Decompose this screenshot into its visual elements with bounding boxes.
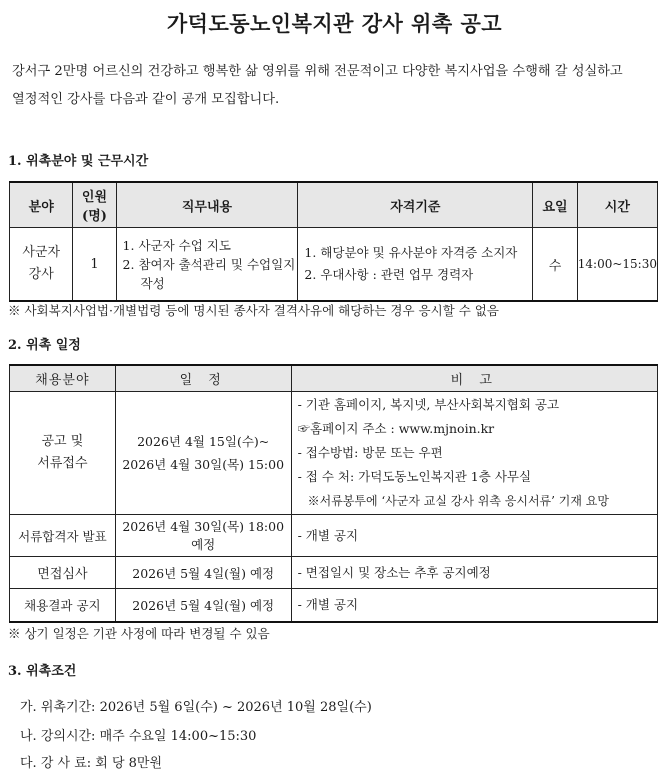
cell-day: 수 [533, 228, 577, 302]
condition-item: 나. 강의시간: 매주 수요일 14:00~15:30 [20, 729, 257, 744]
note-line: ☞홈페이지 주소 : www.mjnoin.kr [297, 421, 495, 436]
header-day: 요일 [533, 182, 577, 228]
note-line: - 접 수 처: 가덕도동노인복지관 1층 사무실 [297, 469, 532, 484]
qualification-item: 2. 우대사항 : 관련 업무 경력자 [304, 267, 474, 282]
header-field: 분야 [10, 182, 73, 228]
cell-note [291, 392, 657, 515]
cell-note: - 개별 공지 [291, 589, 657, 622]
cell-date [115, 392, 291, 515]
cell-date: 2026년 5월 4일(월) 예정 [115, 589, 291, 622]
field-line: 공고 및 [41, 434, 84, 449]
position-table [9, 181, 658, 302]
note-line: - 기관 홈페이지, 복지넷, 부산사회복지협회 공고 [297, 397, 560, 412]
cell-qualification [298, 228, 533, 302]
duty-item: 2. 참여자 출석관리 및 수업일지 [122, 256, 296, 272]
cell-field: 서류합격자 발표 [10, 515, 116, 557]
header-field: 채용분야 [10, 365, 116, 392]
condition-item: 다. 강 사 료: 회 당 8만원 [20, 756, 163, 771]
cell-field [10, 392, 116, 515]
header-count-label: 인원 [81, 190, 108, 205]
header-date: 일 정 [115, 365, 291, 392]
header-qualification: 자격기준 [298, 182, 533, 228]
header-note: 비 고 [291, 365, 657, 392]
section-heading: 1. 위촉분야 및 근무시간 [8, 154, 149, 169]
page-title: 가덕도동노인복지관 강사 위촉 공고 [166, 11, 503, 36]
duty-item: 1. 사군자 수업 지도 [122, 237, 231, 253]
field-line: 사군자 [22, 245, 61, 260]
duty-item-cont: 작성 [140, 275, 165, 291]
intro-line: 강서구 2만명 어르신의 건강하고 행복한 삶 영위를 위해 전문적이고 다양한 복지사업을 수행해 갈 성실하고 [12, 64, 623, 79]
cell-note: - 면접일시 및 장소는 추후 공지예정 [291, 557, 657, 589]
header-duties: 직무내용 [116, 182, 298, 228]
schedule-note: ※ 상기 일정은 기관 사정에 따라 변경될 수 있음 [8, 626, 270, 641]
condition-item: 가. 위촉기간: 2026년 5월 6일(수) ~ 2026년 10월 28일(수) [20, 700, 372, 715]
cell-date: 2026년 5월 4일(월) 예정 [115, 557, 291, 589]
field-line: 서류접수 [37, 456, 88, 471]
intro-line: 열정적인 강사를 다음과 같이 공개 모집합니다. [12, 92, 280, 107]
cell-field: 채용결과 공지 [10, 589, 116, 622]
cell-field: 면접심사 [10, 557, 116, 589]
cell-date [115, 515, 291, 557]
cell-duties [116, 228, 298, 302]
note-line: - 접수방법: 방문 또는 우편 [297, 445, 443, 460]
intro-paragraph [12, 58, 662, 114]
cell-count: 1 [73, 228, 116, 302]
cell-note: - 개별 공지 [291, 515, 657, 557]
eligibility-note: ※ 사회복지사업법·개별법령 등에 명시된 종사자 결격사유에 해당하는 경우 응시할 수 없음 [8, 303, 499, 318]
date-line: 2026년 4월 30일(목) 15:00 [122, 457, 285, 472]
section-heading: 3. 위촉조건 [8, 664, 77, 679]
date-line: 예정 [191, 536, 216, 552]
header-count [73, 182, 116, 228]
qualification-item: 1. 해당분야 및 유사분야 자격증 소지자 [304, 245, 518, 260]
section-heading: 2. 위촉 일정 [8, 338, 81, 353]
note-line: ※서류봉투에 ‘사군자 교실 강사 위촉 응시서류’ 기재 요망 [307, 494, 609, 508]
cell-time: 14:00~15:30 [577, 228, 657, 302]
date-line: 2026년 4월 30일(목) 18:00 [122, 518, 285, 534]
header-count-unit: (명) [82, 209, 107, 224]
date-line: 2026년 4월 15일(수)~ [137, 434, 270, 449]
schedule-table [9, 364, 658, 623]
field-line: 강사 [28, 267, 54, 282]
header-time: 시간 [577, 182, 657, 228]
cell-field [10, 228, 73, 302]
